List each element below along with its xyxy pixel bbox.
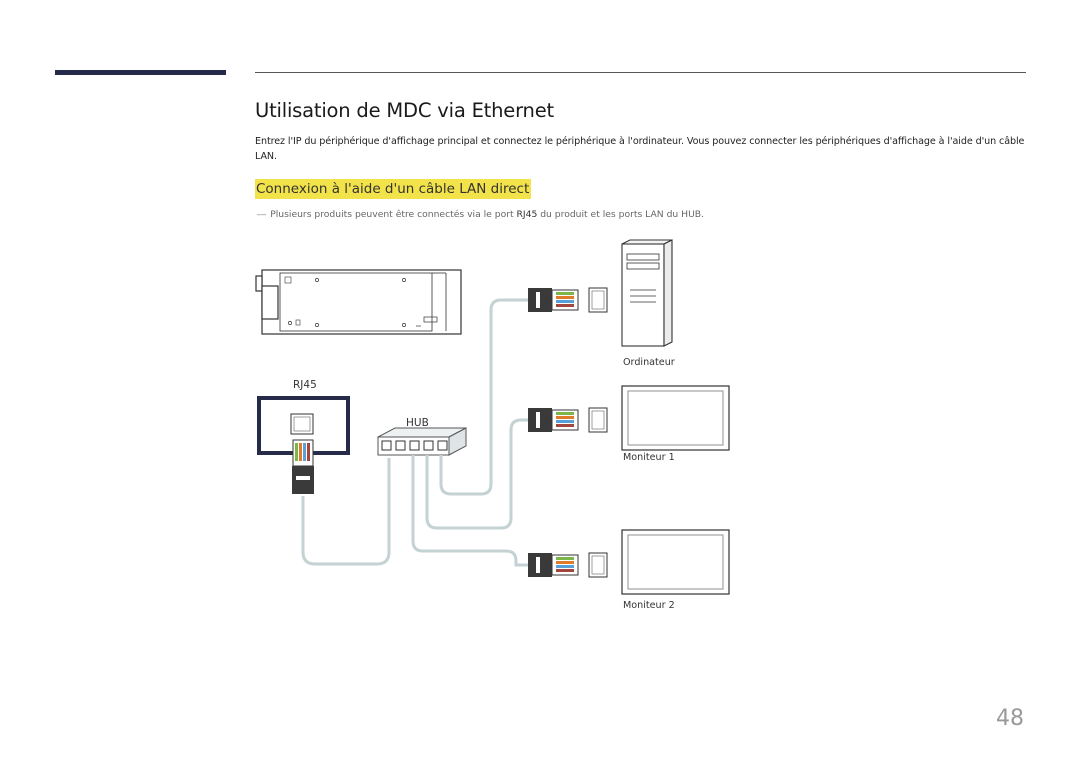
page-title: Utilisation de MDC via Ethernet: [255, 99, 554, 122]
monitor2-illustration: [622, 530, 729, 594]
computer-illustration: [622, 240, 672, 346]
intro-paragraph: Entrez l'IP du périphérique d'affichage principal et connectez le périphérique à l'ordinateur. Vous pouvez connecter les périphériques d'affichage à l'aide d'un câble LAN.: [255, 136, 1025, 162]
note-emphasis: RJ45: [516, 209, 538, 220]
page-number: 48: [996, 706, 1024, 731]
display-device-illustration: [256, 270, 461, 334]
hub-label: HUB: [406, 417, 429, 429]
rj45-connector-computer: [528, 288, 607, 312]
section-subheading: Connexion à l'aide d'un câble LAN direct: [256, 181, 530, 197]
monitor2-label: Moniteur 2: [623, 600, 675, 611]
hub-illustration: [378, 428, 466, 455]
computer-label: Ordinateur: [623, 357, 675, 368]
monitor1-illustration: [622, 386, 729, 450]
note-dash: ―: [257, 209, 267, 220]
rj45-connector-monitor2: [528, 553, 607, 577]
rj45-label: RJ45: [293, 379, 317, 391]
note-after: du produit et les ports LAN du HUB.: [540, 209, 705, 220]
rj45-connector-vertical: [292, 440, 314, 494]
monitor1-label: Moniteur 1: [623, 452, 675, 463]
note-before: Plusieurs produits peuvent être connectés via le port: [270, 209, 514, 220]
rj45-connector-monitor1: [528, 408, 607, 432]
